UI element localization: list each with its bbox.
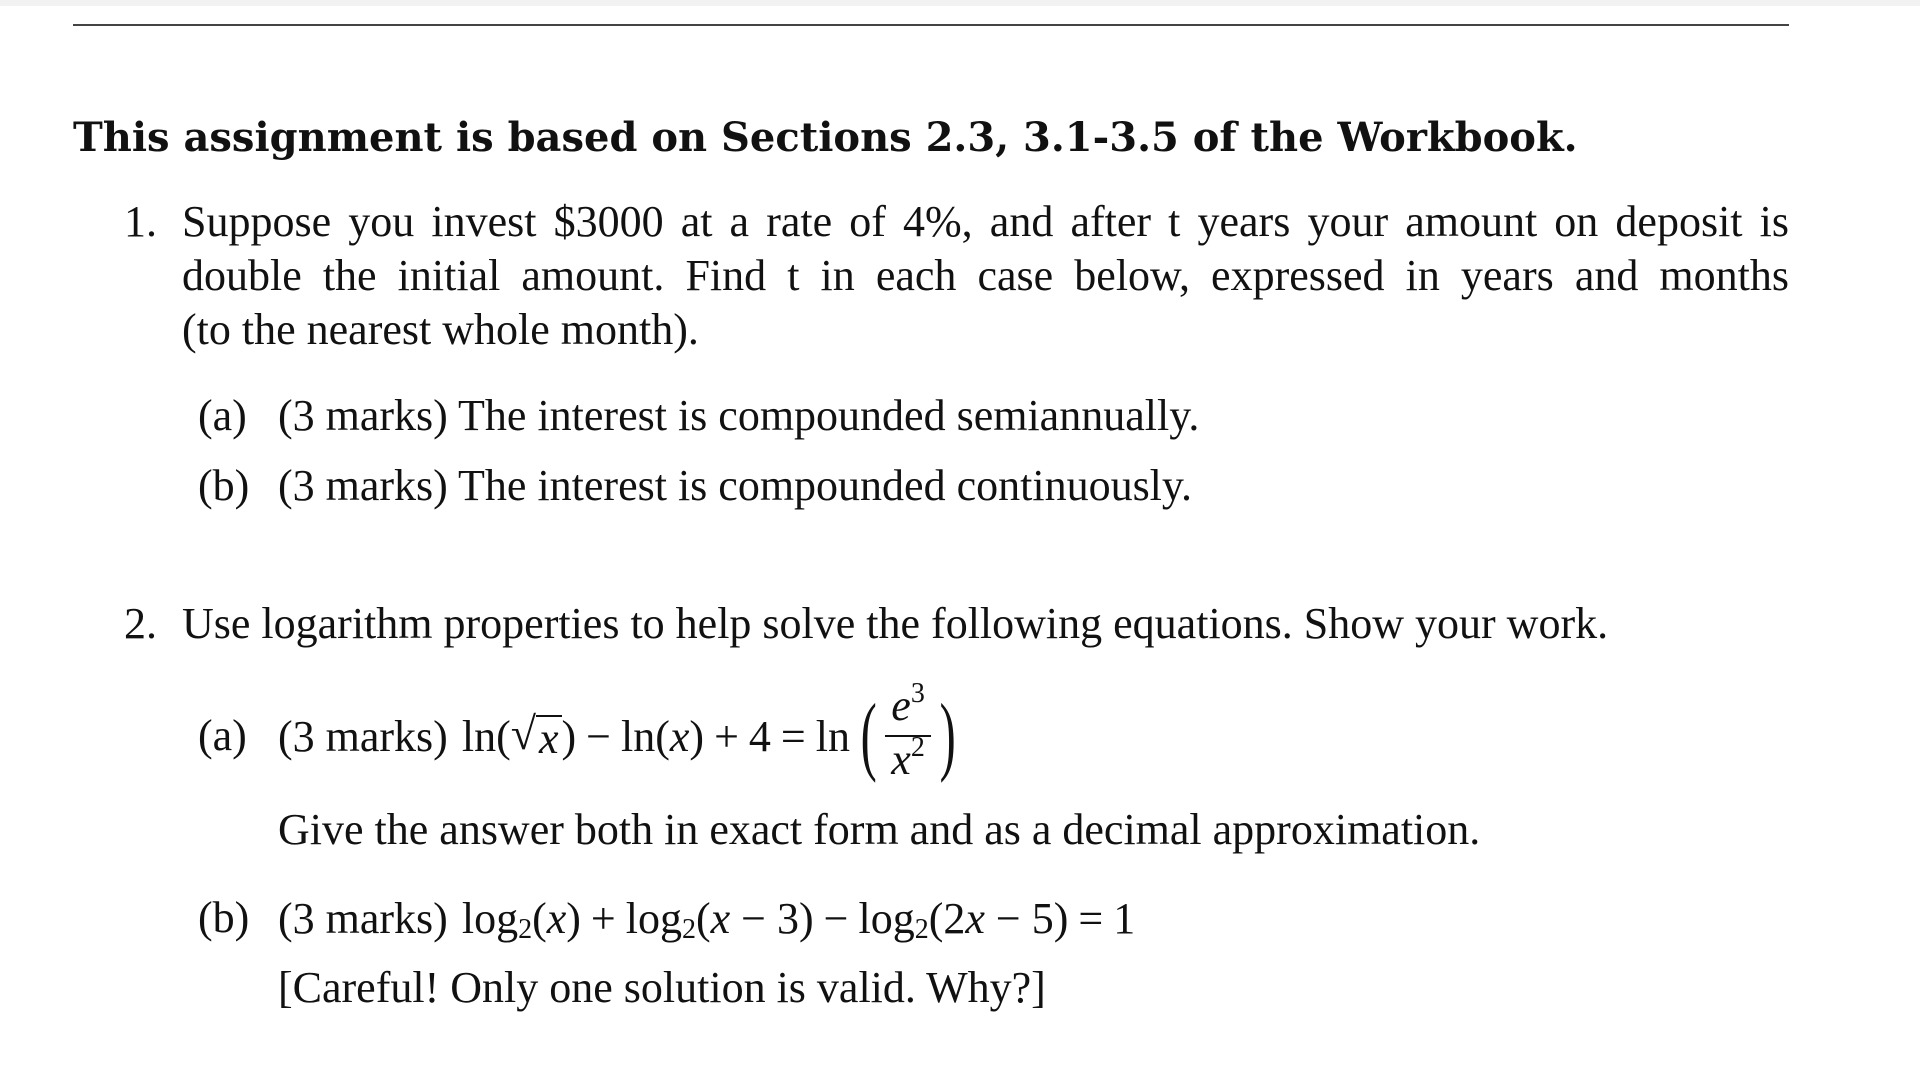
q2b-base-3: 2 [914, 914, 929, 945]
q1-line-3: (to the nearest whole month). [182, 305, 699, 354]
q2a-close-2: ) [689, 711, 705, 761]
q2a-marks: (3 marks) [278, 711, 448, 761]
q2b-arg3-rest: − 5) [984, 893, 1069, 943]
sqrt-variable: x [536, 715, 562, 761]
q2a-ln-3: ln [815, 711, 850, 761]
q2b-base-2: 2 [681, 914, 696, 945]
q2-number: 2. [124, 599, 157, 648]
q1b-text: (3 marks) The interest is compounded continuously. [278, 461, 1193, 510]
q2a-equals: = [780, 711, 806, 761]
q2a-note: Give the answer both in exact form and as a decimal approximation. [278, 805, 1481, 854]
right-paren: ) [939, 687, 956, 784]
q1a-label: (a) [198, 391, 247, 440]
q1-number: 1. [124, 197, 157, 246]
denominator-exponent: 2 [910, 732, 925, 763]
q2b-minus: − [823, 893, 849, 943]
numerator-base: e [891, 681, 911, 730]
q2a-equation [278, 675, 962, 797]
q2b-marks: (3 marks) [278, 893, 448, 943]
q2b-arg2-rest: − 3) [730, 893, 814, 943]
left-paren: ( [860, 687, 877, 784]
q2a-minus: − [586, 711, 611, 761]
q2b-arg1-open: ( [532, 893, 547, 943]
q2b-log-3: log [858, 893, 915, 943]
q1b-label: (b) [198, 461, 250, 510]
fraction-numerator [885, 678, 931, 737]
q2b-log-1: log [461, 893, 519, 943]
q2b-arg3-var: x [965, 893, 985, 943]
q2b-one: 1 [1113, 893, 1136, 943]
fraction-e3-over-x2 [885, 678, 931, 789]
header-rule [73, 24, 1789, 26]
assignment-heading: This assignment is based on Sections 2.3, 3.1-3.5 of the Workbook. [73, 114, 1578, 161]
sqrt-x [510, 708, 562, 763]
q2b-base-1: 2 [518, 914, 533, 945]
q2b-arg2-var: x [710, 893, 731, 943]
q2b-arg3-open: (2 [928, 893, 966, 943]
top-band [0, 0, 1920, 6]
q1-line-1: Suppose you invest $3000 at a rate of 4%, and after t years your amount on deposit is [182, 197, 1789, 246]
q2a-label: (a) [198, 711, 247, 760]
sqrt-sign-icon: √ [510, 708, 536, 759]
q2a-ln-1: ln( [461, 711, 511, 761]
q2a-var-2: x [669, 711, 690, 761]
q2b-plus: + [590, 893, 616, 943]
q2b-log-2: log [625, 893, 682, 943]
q2b-label: (b) [198, 893, 250, 942]
fraction-denominator [885, 732, 931, 789]
q2-text: Use logarithm properties to help solve the following equations. Show your work. [182, 599, 1609, 648]
q2b-arg2-open: ( [695, 893, 711, 943]
q2a-four: 4 [748, 711, 771, 761]
q2b-note: [Careful! Only one solution is valid. Why?] [278, 963, 1046, 1012]
denominator-base: x [891, 735, 911, 784]
q2b-equation [278, 886, 1135, 950]
q1-line-2: double the initial amount. Find t in each case below, expressed in years and months [182, 251, 1789, 300]
q2b-arg1-close: ) [566, 893, 581, 943]
q2a-close-1: ) [561, 711, 577, 761]
q2b-equals: = [1078, 893, 1104, 943]
numerator-exponent: 3 [910, 678, 925, 709]
q2a-plus: + [714, 711, 739, 761]
q2b-arg1-var: x [546, 893, 567, 943]
q1a-text: (3 marks) The interest is compounded semiannually. [278, 391, 1200, 440]
q2a-ln-2: ln( [621, 711, 670, 761]
